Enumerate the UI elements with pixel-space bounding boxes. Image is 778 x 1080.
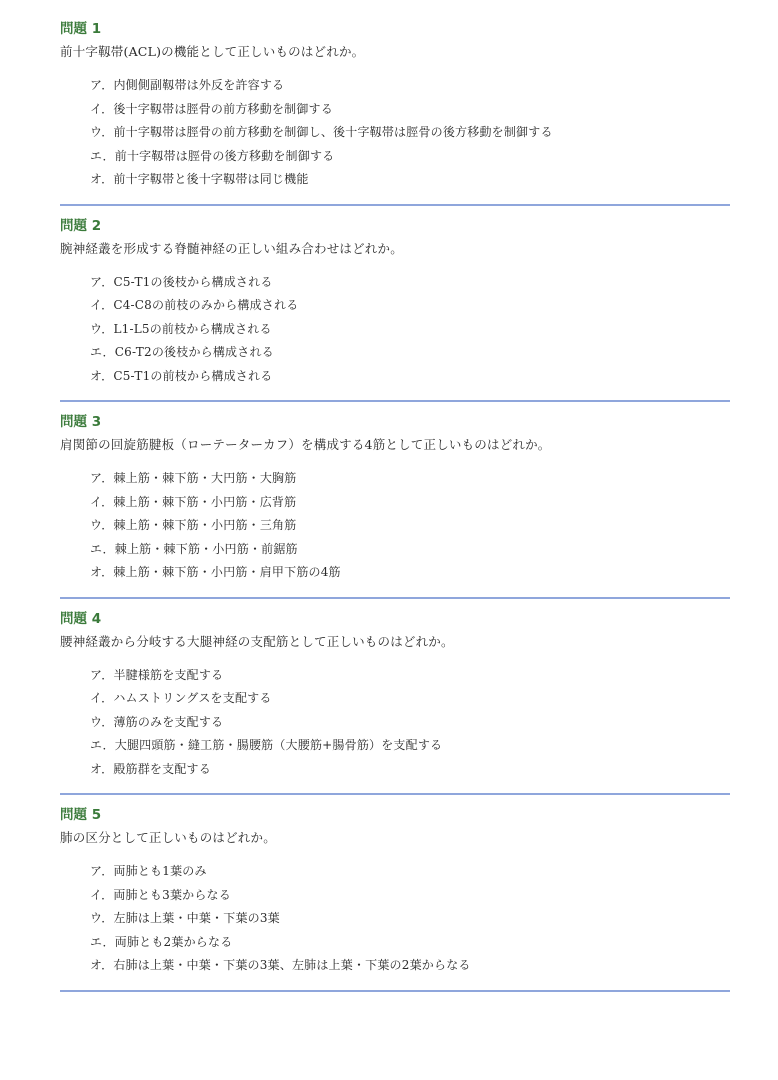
option-o: オ．右肺は上葉・中葉・下葉の3葉、左肺は上葉・下葉の2葉からなる (90, 958, 471, 972)
question-heading: 問題 5 (60, 807, 102, 823)
option-e: エ．C6-T2の後枝から構成される (90, 345, 274, 359)
option-list (60, 271, 730, 389)
option-e: エ．前十字靱帯は脛骨の後方移動を制御する (90, 148, 335, 163)
option-o: オ．前十字靱帯と後十字靱帯は同じ機能 (90, 172, 309, 186)
question-text: 肩関節の回旋筋腱板（ローテーターカフ）を構成する4筋として正しいものはどれか。 (60, 437, 551, 452)
section-divider (60, 204, 730, 206)
question-2 (60, 215, 730, 403)
option-e: エ．両肺とも2葉からなる (90, 934, 233, 949)
question-sheet (60, 18, 730, 1001)
option-i: イ．ハムストリングスを支配する (90, 691, 272, 705)
option-list (60, 467, 730, 585)
question-text: 前十字靱帯(ACL)の機能として正しいものはどれか。 (60, 44, 365, 59)
option-i: イ．棘上筋・棘下筋・小円筋・広背筋 (90, 494, 297, 509)
option-a: ア．半腱様筋を支配する (90, 667, 224, 682)
option-i: イ．C4-C8の前枝のみから構成される (90, 298, 299, 312)
option-o: オ．殿筋群を支配する (90, 761, 211, 776)
option-o: オ．棘上筋・棘下筋・小円筋・肩甲下筋の4筋 (90, 565, 341, 579)
option-u: ウ．薄筋のみを支配する (90, 714, 224, 729)
option-a: ア．棘上筋・棘下筋・大円筋・大胸筋 (90, 471, 297, 485)
option-e: エ．大腿四頭筋・縫工筋・腸腰筋（大腰筋+腸骨筋）を支配する (90, 738, 443, 752)
question-1 (60, 18, 730, 206)
question-text: 腰神経叢から分岐する大腿神経の支配筋として正しいものはどれか。 (60, 633, 454, 649)
section-divider (60, 597, 730, 599)
question-heading: 問題 2 (60, 217, 102, 234)
section-divider (60, 400, 730, 402)
option-i: イ．両肺とも3葉からなる (90, 887, 231, 902)
section-divider (60, 793, 730, 795)
option-i: イ．後十字靱帯は脛骨の前方移動を制御する (90, 101, 333, 116)
option-a: ア．両肺とも1葉のみ (90, 864, 207, 878)
option-u: ウ．L1-L5の前枝から構成される (90, 321, 272, 336)
option-u: ウ．前十字靱帯は脛骨の前方移動を制御し、後十字靱帯は脛骨の後方移動を制御する (90, 125, 553, 139)
option-a: ア．C5-T1の後枝から構成される (90, 274, 273, 289)
option-list (60, 664, 730, 782)
question-text: 腕神経叢を形成する脊髄神経の正しい組み合わせはどれか。 (60, 240, 403, 256)
question-heading: 問題 3 (60, 414, 102, 430)
question-3 (60, 411, 730, 599)
option-list (60, 74, 730, 192)
question-5 (60, 804, 730, 992)
question-heading: 問題 4 (60, 610, 102, 627)
option-u: ウ．棘上筋・棘下筋・小円筋・三角筋 (90, 518, 297, 532)
option-o: オ．C5-T1の前枝から構成される (90, 368, 273, 383)
option-u: ウ．左肺は上葉・中葉・下葉の3葉 (90, 911, 280, 925)
question-heading: 問題 1 (60, 21, 102, 37)
question-4 (60, 608, 730, 796)
section-divider (60, 990, 730, 992)
option-e: エ．棘上筋・棘下筋・小円筋・前鋸筋 (90, 541, 298, 556)
option-list (60, 860, 730, 978)
option-a: ア．内側側副靱帯は外反を許容する (90, 78, 285, 92)
question-text: 肺の区分として正しいものはどれか。 (60, 830, 276, 845)
